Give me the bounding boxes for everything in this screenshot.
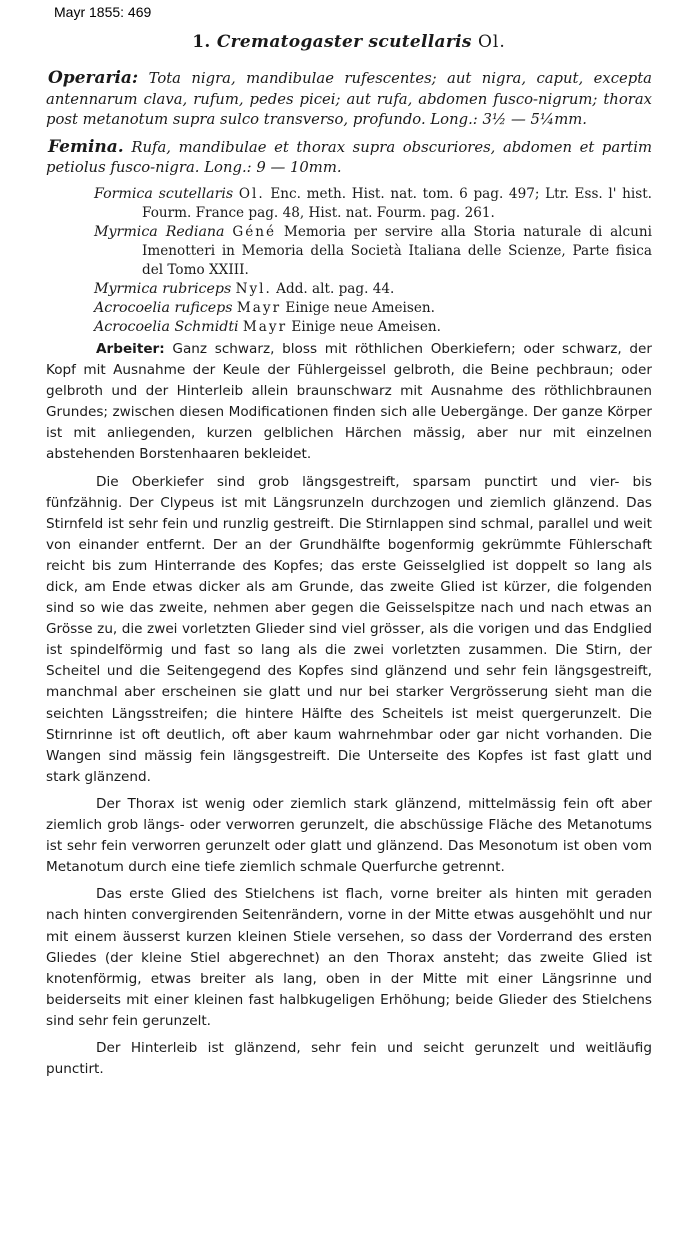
synonym-author: Géné [232, 223, 277, 240]
synonym-author: Ol. [238, 185, 265, 202]
synonym-author: Mayr [236, 299, 282, 316]
species-name: Crematogaster scutellaris [216, 32, 472, 52]
synonym-reference: Einige neue Ameisen. [291, 318, 441, 335]
synonym-taxon: Acrocoelia ruficeps [94, 299, 233, 316]
page-citation: Mayr 1855: 469 [54, 4, 152, 20]
oberkiefer-paragraph: Die Oberkiefer sind grob längsgestreift, sparsam punctirt und vier- bis fünfzähnig. Der Clypeus ist mit Längsrunzeln durchzogen und ziemlich glänzend. Das Stirnfeld ist sehr fein und runzlig gestreift. Die Stirnlappen sind schmal, parallel und weit von einander entfernt. Der an der Grundhälfte bogenformig gekrümmte Fühlerschaft reicht bis zum Hinterrande des Kopfes; das erste Geisselglied ist doppelt so lang als dick, am Ende etwas dicker als am Grunde, das zweite Glied ist kürzer, die folgenden sind so wie das zweite, nehmen aber gegen die Geisselspitze nach und nach etwas an Grösse zu, die zwei vorletzten Glieder sind viel grösser, als die vorigen und das Endglied ist spindelförmig und fast so lang als die zwei vorletzten zusammen. Die Stirn, der Scheitel und die Seitengegend des Kopfes sind glänzend und sehr fein längsgestreift, manchmal aber erscheinen sie glatt und nur bei starker Vergrösserung sieht man die seichten Längsstreifen; die hintere Hälfte des Scheitels ist meist quergerunzelt. Die Stirnrinne ist oft deutlich, oft aber kaum wahrnehmbar oder gar nicht vorhanden. Die Wangen sind mässig fein längsgestreift. Die Unterseite des Kopfes ist fast glatt und stark glänzend. [46, 473, 652, 785]
document-page [46, 32, 652, 1086]
synonym-author: Mayr [242, 318, 288, 335]
arbeiter-text: Ganz schwarz, bloss mit röthlichen Oberkiefern; oder schwarz, der Kopf mit Ausnahme der Keule der Fühlergeissel gelbroth, die Beine pechbraun; oder gelbroth und der Hinterleib allein braunschwarz mit Ausnahme des röthlichbraunen Grundes; zwischen diesen Modificationen finden sich alle Uebergänge. Der ganze Körper ist mit anliegenden, kurzen gelblichen Härchen mässig, aber nur mit einzelnen abstehenden Borstenhaaren bekleidet. [46, 340, 652, 463]
species-number: 1. [192, 32, 211, 52]
synonym-taxon: Myrmica Rediana [94, 223, 225, 240]
operaria-diagnosis [46, 68, 652, 131]
species-heading [46, 32, 652, 52]
synonym-entry [94, 185, 652, 223]
femina-diagnosis [46, 137, 652, 179]
synonym-entry [94, 299, 652, 318]
synonym-entry [94, 318, 652, 337]
synonym-reference: Memoria per servire alla Storia naturale di alcuni Imenotteri in Memoria della Società Italiana delle Scienze, Parte fisica del Tomo XXIII. [142, 223, 652, 278]
arbeiter-paragraph [46, 339, 652, 466]
hinterleib-paragraph: Der Hinterleib ist glänzend, sehr fein und seicht gerunzelt und weitläufig punctirt. [46, 1039, 652, 1078]
operaria-label: Operaria: [48, 68, 139, 88]
femina-text: Rufa, mandibulae et thorax supra obscuriores, abdomen et partim petiolus fusco-nigra. Long.: 9 — 10mm. [46, 138, 652, 177]
synonym-author: Nyl. [235, 280, 272, 297]
species-author: Ol. [477, 32, 506, 52]
synonymy-list [94, 185, 652, 337]
arbeiter-label: Arbeiter: [96, 340, 165, 357]
synonym-entry [94, 280, 652, 299]
operaria-text: Tota nigra, mandibulae rufescentes; aut nigra, caput, excepta antennarum clava, rufum, pedes picei; aut rufa, abdomen fusco-nigrum; thorax post metanotum supra sulco transverso, profundo. Long.: 3½ — 5¼mm. [46, 70, 652, 129]
synonym-taxon: Formica scutellaris [94, 185, 234, 202]
synonym-taxon: Acrocoelia Schmidti [94, 318, 239, 335]
thorax-paragraph: Der Thorax ist wenig oder ziemlich stark glänzend, mittelmässig fein oft aber ziemlich grob längs- oder verworren gerunzelt, die abschüssige Fläche des Metanotums ist sehr fein verworren gerunzelt oder glatt und glänzend. Das Mesonotum ist oben vom Metanotum durch eine tiefe ziemlich schmale Querfurche getrennt. [46, 795, 652, 876]
femina-label: Femina. [48, 136, 124, 157]
synonym-reference: Add. alt. pag. 44. [276, 280, 395, 297]
stielchen-paragraph: Das erste Glied des Stielchens ist flach, vorne breiter als hinten mit geraden nach hinten convergirenden Seitenrändern, vorne in der Mitte etwas ausgehöhlt und nur mit einem äusserst kurzen kleinen Stiele versehen, so dass der Vorderrand des ersten Gliedes (der kleine Stiel abgerechnet) an den Thorax ansteht; das zweite Glied ist knotenförmig, etwas breiter als lang, oben in der Mitte mit einer Längsrinne und beiderseits mit einer kleinen fast halbkugeligen Erhöhung; beide Glieder des Stielchens sind sehr fein gerunzelt. [46, 886, 652, 1029]
synonym-entry [94, 223, 652, 280]
synonym-taxon: Myrmica rubriceps [94, 280, 232, 297]
synonym-reference: Einige neue Ameisen. [285, 299, 435, 316]
synonym-reference: Enc. meth. Hist. nat. tom. 6 pag. 497; Ltr. Ess. l' hist. Fourm. France pag. 48, Hist. nat. Fourm. pag. 261. [142, 185, 652, 221]
